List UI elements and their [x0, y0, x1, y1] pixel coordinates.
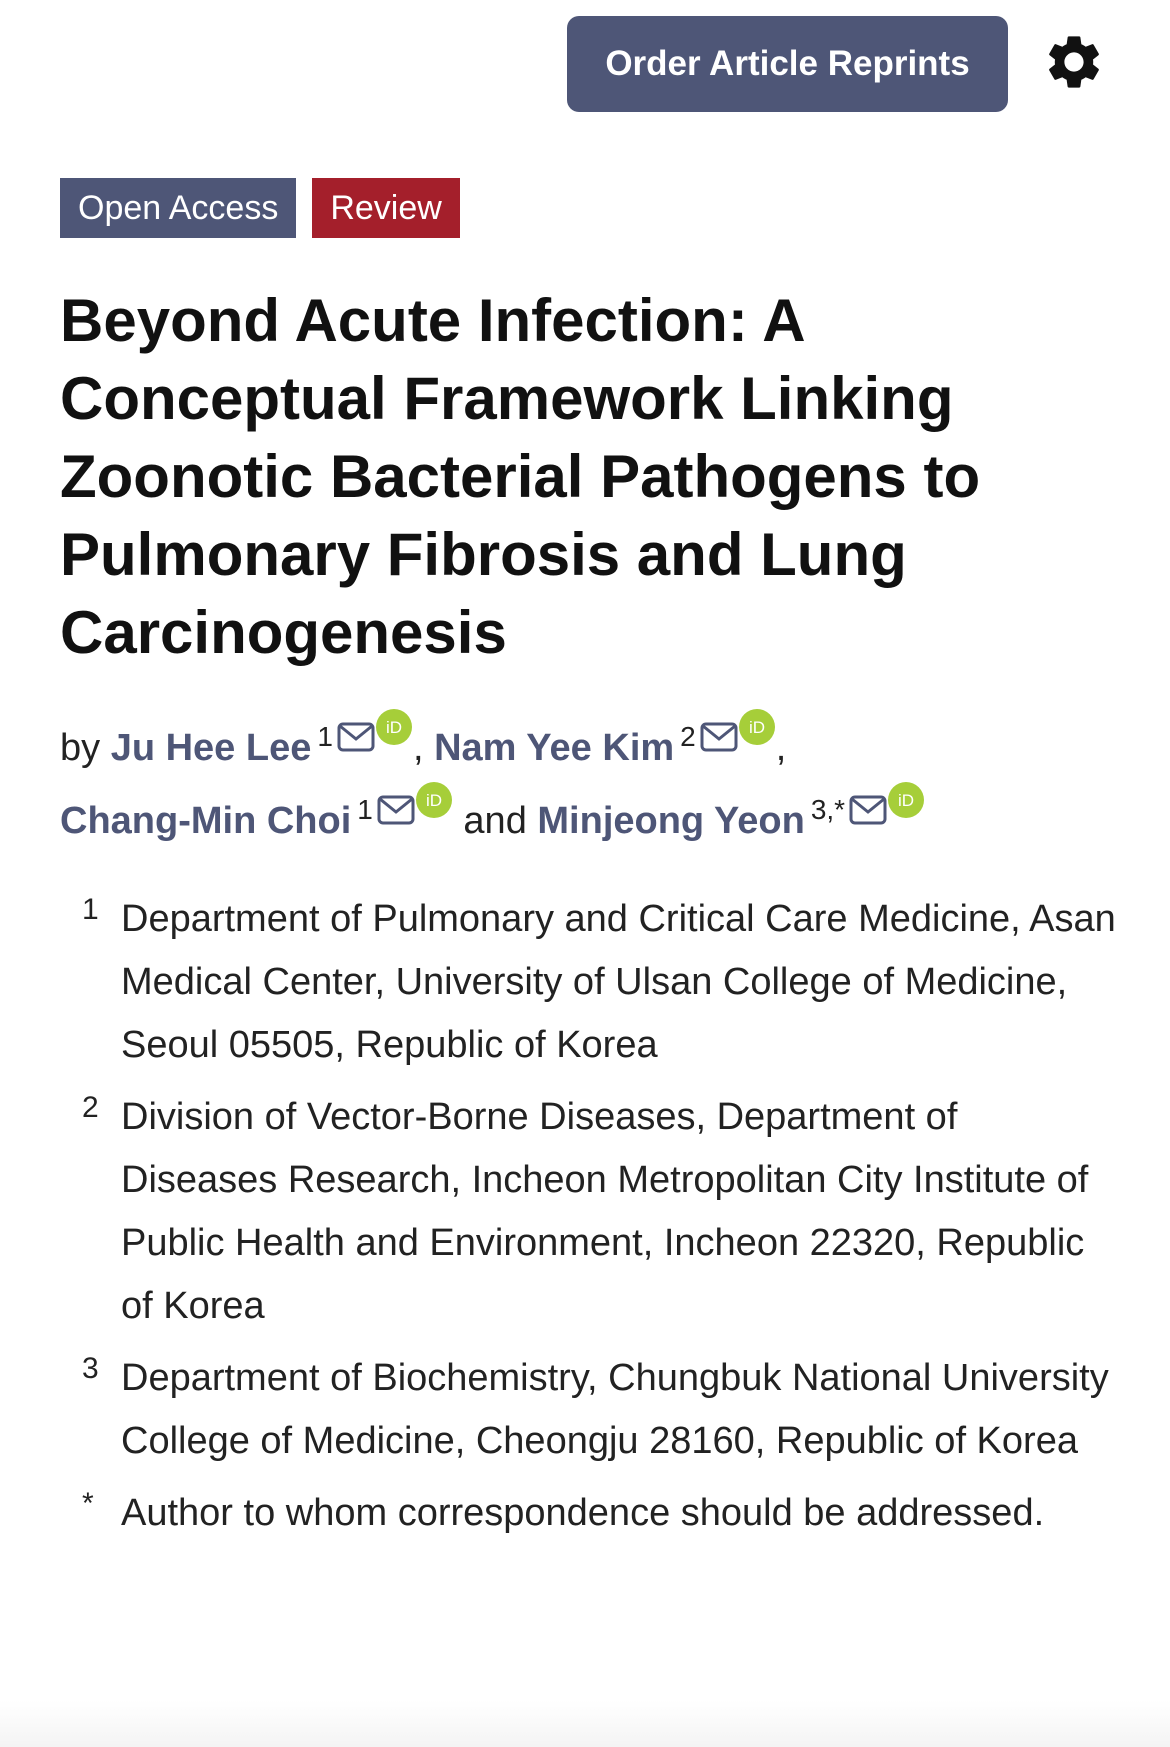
review-badge[interactable]: Review — [312, 178, 459, 238]
orcid-icon[interactable] — [375, 708, 413, 746]
orcid-icon[interactable] — [415, 781, 453, 819]
svg-text:iD: iD — [898, 791, 915, 810]
svg-text:iD: iD — [425, 791, 442, 810]
affiliation-marker: 3 — [82, 1352, 99, 1385]
affiliation-item — [60, 1347, 1120, 1473]
mail-icon[interactable] — [849, 795, 887, 825]
orcid-icon[interactable] — [738, 708, 776, 746]
page-bottom-fade — [0, 1700, 1170, 1747]
author-separator: , — [775, 727, 787, 769]
affiliation-text: Department of Pulmonary and Critical Care Medicine, Asan Medical Center, University of Ulsan College of Medicine, Seoul 05505, Republic of Korea — [121, 898, 1116, 1066]
affiliation-marker: 1 — [82, 893, 99, 926]
affiliation-item — [60, 888, 1120, 1077]
correspondence-marker: * — [82, 1487, 94, 1520]
article-badges — [60, 178, 460, 238]
affiliation-list — [60, 888, 1120, 1554]
author-affiliation-marker: 1 — [317, 721, 333, 752]
svg-text:iD: iD — [748, 718, 765, 737]
author-chang-min-choi[interactable]: Chang-Min Choi — [60, 800, 352, 842]
affiliation-text: Department of Biochemistry, Chungbuk National University College of Medicine, Cheongju 28160, Republic of Korea — [121, 1357, 1109, 1462]
correspondence-note — [60, 1482, 1120, 1545]
correspondence-text: Author to whom correspondence should be addressed. — [121, 1492, 1045, 1534]
author-minjeong-yeon[interactable]: Minjeong Yeon — [537, 800, 805, 842]
author-nam-yee-kim[interactable]: Nam Yee Kim — [434, 727, 675, 769]
by-label: by — [60, 727, 101, 769]
author-affiliation-marker: 1 — [357, 794, 373, 825]
gear-icon[interactable] — [1042, 30, 1106, 94]
mail-icon[interactable] — [377, 795, 415, 825]
svg-text:iD: iD — [385, 718, 402, 737]
mail-icon[interactable] — [700, 722, 738, 752]
affiliation-item — [60, 1086, 1120, 1338]
mail-icon[interactable] — [337, 722, 375, 752]
author-separator: , — [412, 727, 424, 769]
orcid-icon[interactable] — [887, 781, 925, 819]
author-list — [60, 706, 1130, 852]
open-access-badge[interactable]: Open Access — [60, 178, 296, 238]
article-title: Beyond Acute Infection: A Conceptual Framework Linking Zoonotic Bacterial Pathogens to Pulmonary Fibrosis and Lung Carcinogenesis — [60, 287, 981, 666]
affiliation-text: Division of Vector-Borne Diseases, Department of Diseases Research, Incheon Metropolitan City Institute of Public Health and Environment, Incheon 22320, Republic of Korea — [121, 1096, 1089, 1327]
author-affiliation-marker: 2 — [680, 721, 696, 752]
author-affiliation-marker: 3,* — [810, 794, 846, 825]
order-article-reprints-button[interactable]: Order Article Reprints — [567, 16, 1008, 112]
author-ju-hee-lee[interactable]: Ju Hee Lee — [110, 727, 312, 769]
and-label: and — [463, 800, 527, 842]
affiliation-marker: 2 — [82, 1091, 99, 1124]
